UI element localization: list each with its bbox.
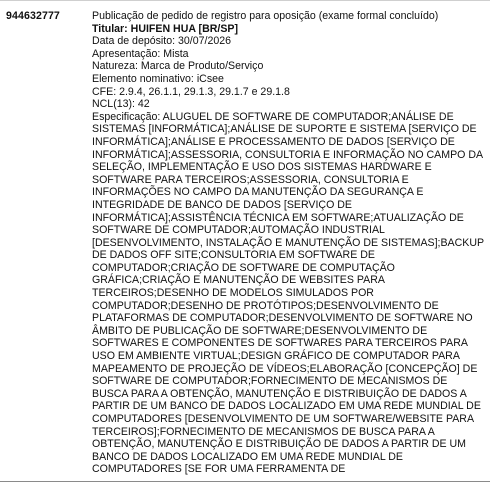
holder-line <box>92 23 484 36</box>
nominative-element: Elemento nominativo: iCsee <box>92 72 224 85</box>
specification-text: Especificação: ALUGUEL DE SOFTWARE DE COMPUTADOR;ANÁLISE DE SISTEMAS [INFORMÁTICA];ANÁLISE DE SUPORTE E SISTEMA [SERVIÇO DE INFORMÁTICA];ANÁLISE E PROCESSAMENTO DE DADOS [SERVIÇO DE INFORMÁTICA];ASSESSORIA, CONSULTORIA E INFORMAÇÃO NO CAMPO DA SELEÇÃO, IMPLEMENTAÇÃO E USO DOS SISTEMAS HARDWARE E SOFTWARE PARA TERCEIROS;ASSESSORIA, CONSULTORIA E INFORMAÇÕES NO CAMPO DA MANUTENÇÃO DA SEGURANÇA E INTEGRIDADE DE BANCO DE DADOS [SERVIÇO DE INFORMÁTICA];ASSISTÊNCIA TÉCNICA EM SOFTWARE;ATUALIZAÇÃO DE SOFTWARE DE COMPUTADOR;AUTOMAÇÃO INDUSTRIAL [DESENVOLVIMENTO, INSTALAÇÃO E MANUTENÇÃO DE SISTEMAS];BACKUP DE DADOS OFF SITE;CONSULTORIA EM SOFTWARE DE COMPUTADOR;CRIAÇÃO DE SOFTWARE DE COMPUTAÇÃO GRÁFICA;CRIAÇÃO E MANUTENÇÃO DE WEBSITES PARA TERCEIROS;DESENHO DE MODELOS SIMULADOS POR COMPUTADOR;DESENHO DE PROTÓTIPOS;DESENVOLVIMENTO DE PLATAFORMAS DE COMPUTADOR;DESENVOLVIMENTO DE SOFTWARE NO ÂMBITO DE PUBLICAÇÃO DE SOFTWARE;DESENVOLVIMENTO DE SOFTWARES E COMPONENTES DE SOFTWARES PARA TERCEIROS PARA USO EM AMBIENTE VIRTUAL;DESIGN GRÁFICO DE COMPUTADOR PARA MAPEAMENTO DE PROJEÇÃO DE VÍDEOS;ELABORAÇÃO [CONCEPÇÃO] DE SOFTWARE DE COMPUTADOR;FORNECIMENTO DE MECANISMOS DE BUSCA PARA A OBTENÇÃO, MANUTENÇÃO E DISTRIBUIÇÃO DE DADOS A PARTIR DE UM BANCO DE DADOS LOCALIZADO EM UMA REDE MUNDIAL DE COMPUTADORES [DESENVOLVIMENTO DE UM SOFTWARE/WEBSITE PARA TERCEIROS];FORNECIMENTO DE MECANISMOS DE BUSCA PARA A OBTENÇÃO, MANUTENÇÃO E DISTRIBUIÇÃO DE DADOS A PARTIR DE UM BANCO DE DADOS LOCALIZADO EM UMA REDE MUNDIAL DE COMPUTADORES [SE FOR UMA FERRAMENTA DE <box>92 110 484 476</box>
presentation: Apresentação: Mista <box>92 47 189 60</box>
ncl-class: NCL(13): 42 <box>92 98 150 111</box>
filing-date: Data de depósito: 30/07/2026 <box>92 35 232 48</box>
cfe-codes: CFE: 2.9.4, 26.1.1, 29.1.3, 29.1.7 e 29.1.8 <box>92 85 290 98</box>
process-number: 944632777 <box>6 10 60 22</box>
bottom-divider <box>0 481 490 482</box>
dispatch-description: Publicação de pedido de registro para oposição (exame formal concluído) <box>92 10 439 22</box>
holder-label: Titular: <box>92 22 128 35</box>
nature: Natureza: Marca de Produto/Serviço <box>92 60 264 73</box>
publication-record <box>92 10 484 476</box>
holder-value: HUIFEN HUA [BR/SP] <box>130 22 238 35</box>
top-divider <box>0 0 490 1</box>
